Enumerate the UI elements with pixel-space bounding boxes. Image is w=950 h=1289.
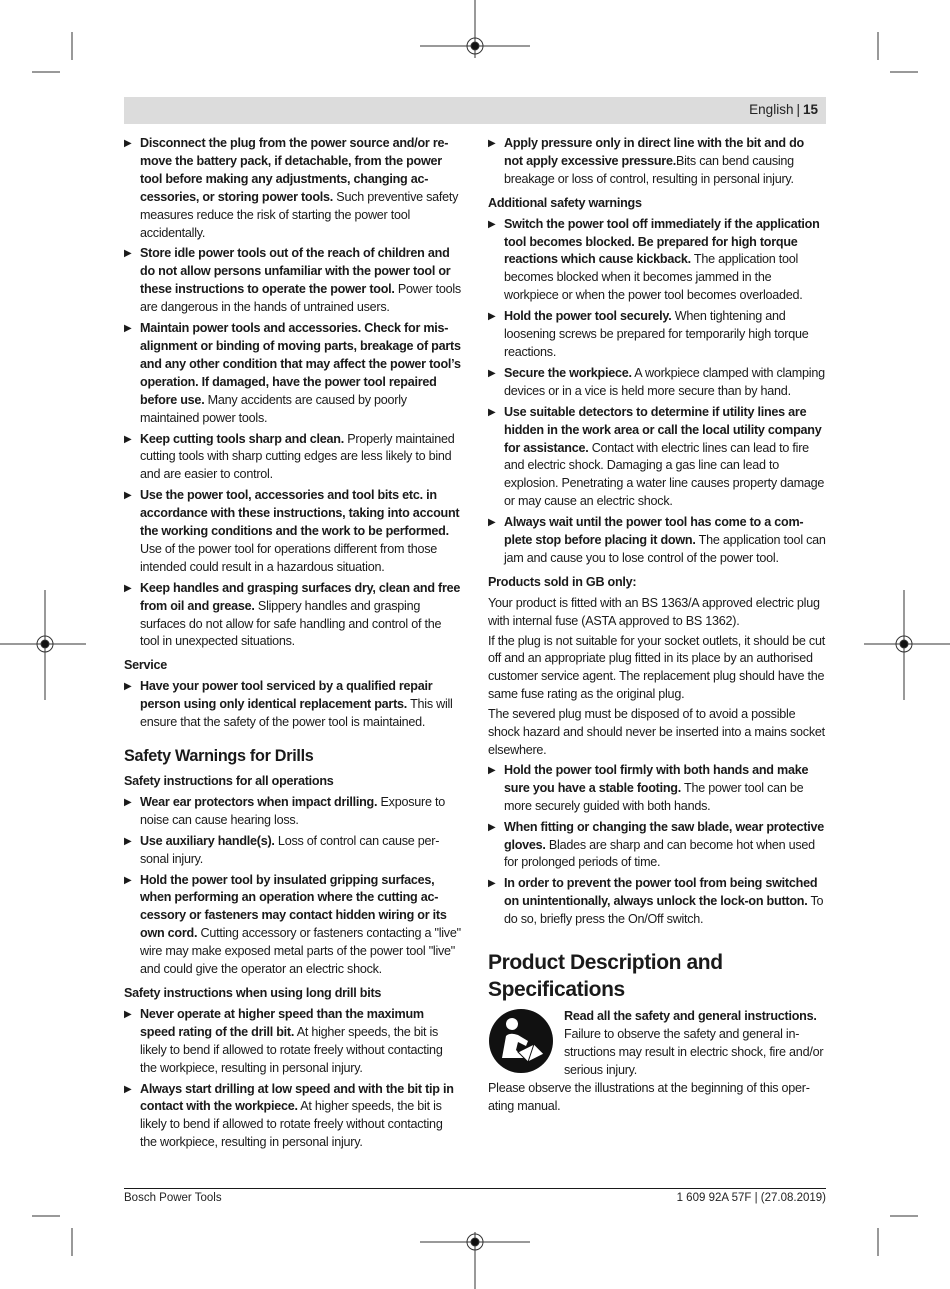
gb-bullets — [488, 762, 826, 929]
bullet-arrow-icon: ▶ — [124, 874, 132, 886]
bullet-arrow-icon: ▶ — [124, 248, 132, 260]
bullet-text: To do so, briefly press the On/Off switch. — [504, 894, 824, 927]
bullet-arrow-icon: ▶ — [488, 878, 496, 890]
bullet-text: When tightening and loosening screws be prepared for temporarily high torque reactions. — [504, 309, 809, 359]
bullet-text: Cutting accessory or fasteners contacting a "live" wire may make exposed metal parts of the power tool "live" and could give the operator an electric shock. — [140, 926, 461, 977]
bullet-bold-text: Wear ear protectors when impact drilling. — [140, 794, 378, 809]
bullet-arrow-icon: ▶ — [124, 796, 132, 808]
bullet-arrow-icon: ▶ — [124, 681, 132, 693]
gb-bullet — [488, 875, 826, 929]
bullet-bold-text: Hold the power tool securely. — [504, 309, 672, 324]
safety-bullet — [124, 135, 462, 242]
bullet-bold-text: Keep cutting tools sharp and clean. — [140, 431, 344, 446]
bullet-text: Contact with electric lines can lead to fire and electric shock. Damaging a gas line can lead to explosion. Penetrating a water line causes property damage or may cause an electric shock. — [504, 440, 825, 509]
bullet-text: The power tool can be more securely guided with both hands. — [504, 780, 804, 813]
bullet-arrow-icon: ▶ — [488, 517, 496, 529]
bullet-bold-text: Always wait until the power tool has come to a complete stop before placing it down. — [504, 515, 804, 548]
left-column — [124, 135, 462, 1155]
bullet-text: Power tools are dangerous in the hands of untrained users. — [140, 282, 461, 315]
bullet-bold-text: When fitting or changing the saw blade, wear protective gloves. — [504, 819, 825, 852]
bullet-bold-text: Hold the power tool by insulated gripping surfaces, when performing an operation where the cutting accessory or fasteners may contact hidden wiring or its own cord. — [140, 872, 447, 941]
bullet-arrow-icon: ▶ — [124, 138, 132, 149]
bullet-text: Exposure to noise can cause hearing loss. — [140, 794, 445, 827]
bullet-arrow-icon: ▶ — [124, 433, 132, 445]
long-bits-bullets — [124, 1006, 462, 1152]
bullet-text: Use of the power tool for operations different from those intended could result in a hazardous situation. — [140, 541, 438, 574]
safety-bullet — [124, 487, 462, 577]
bullet-text: The application tool can jam and cause you to lose control of the power tool. — [504, 533, 826, 565]
gb-heading: Products sold in GB only: — [488, 574, 637, 589]
bullet-arrow-icon: ▶ — [124, 1008, 132, 1020]
gb-bullet — [488, 819, 826, 873]
bullet-text: Slippery handles and grasping surfaces do not allow for safe handling and control of the tool in unexpected situations. — [140, 598, 442, 649]
long-bits-heading: Safety instructions when using long drill bits — [124, 985, 382, 1000]
bullet-bold-text: Use suitable detectors to determine if utility lines are hidden in the work area or call the local utility company for assistance. — [504, 404, 822, 455]
read-bold: Read all the safety and general instructions. — [564, 1009, 817, 1024]
drill-safety-bullet — [124, 872, 462, 979]
read-instructions-box — [488, 1008, 826, 1080]
footer-brand: Bosch Power Tools — [124, 1192, 222, 1204]
bullet-arrow-icon: ▶ — [124, 582, 132, 594]
additional-bullet — [488, 404, 826, 511]
bullet-bold-text: Maintain power tools and accessories. Check for misalignment or binding of moving parts, breakage of parts and any other condition that may affect the power tool’s operation. If damaged, have the power tool repaired before use. — [140, 321, 461, 407]
bullet-text: This will ensure that the safety of the power tool is maintained. — [140, 697, 453, 730]
gb-paragraph: Your product is fitted with an BS 1363/A approved electric plug with internal fuse (ASTA approved to BS 1362). — [488, 595, 820, 628]
bullet-arrow-icon: ▶ — [488, 367, 496, 379]
service-bullet — [124, 678, 462, 732]
bullet-text: Properly maintained cutting tools with sharp cutting edges are less likely to bind and are easier to control. — [140, 431, 455, 482]
bullet-bold-text: Store idle power tools out of the reach of children and do not allow persons unfamiliar with the power tool or these instructions to operate the power tool. — [140, 246, 451, 297]
bullet-bold-text: Secure the workpiece. — [504, 365, 632, 380]
bullet-arrow-icon: ▶ — [488, 821, 496, 833]
bullet-bold-text: Switch the power tool off immediately if the application tool becomes blocked. Be prepared for high torque reactions which cause kickback. — [504, 216, 820, 267]
bullet-bold-text: Have your power tool serviced by a qualified repair person using only identical replacement parts. — [140, 679, 433, 712]
bullet-arrow-icon: ▶ — [124, 835, 132, 847]
drill-safety-bullet — [124, 794, 462, 830]
additional-heading: Additional safety warnings — [488, 195, 642, 210]
footer-doc-number: 1 609 92A 57F | (27.08.2019) — [676, 1192, 826, 1204]
additional-bullet — [488, 308, 826, 362]
gb-paragraph: The severed plug must be disposed of to avoid a possible shock hazard and should never be inserted into a mains socket elsewhere. — [488, 707, 825, 757]
bullet-bold-text: Never operate at higher speed than the maximum speed rating of the drill bit. — [140, 1006, 424, 1039]
header-text: English | 15 — [749, 102, 818, 117]
drills-heading: Safety Warnings for Drills — [124, 747, 314, 765]
safety-bullet — [124, 245, 462, 317]
bullet-bold-text: Use the power tool, accessories and tool bits etc. in accordance with these instructions, taking into account the working conditions and the work to be performed. — [140, 488, 460, 539]
footer-divider — [124, 1188, 826, 1189]
bullet-bold-text: Disconnect the plug from the power source and/or remove the battery pack, if detachable, from the power tool before making any adjustments, changing accessories, or storing power tools. — [140, 136, 449, 204]
read-text: Failure to observe the safety and general instructions may result in electric shock, fire and/or serious injury. — [564, 1026, 824, 1077]
additional-bullet — [488, 216, 826, 306]
bullet-arrow-icon: ▶ — [488, 406, 496, 418]
bullet-text: Blades are sharp and can become hot when used for prolonged periods of time. — [504, 837, 815, 870]
gb-paragraphs — [488, 595, 826, 760]
bullet-text: At higher speeds, the bit is likely to bend if allowed to rotate freely without contacting the workpiece, resulting in personal injury. — [140, 1024, 443, 1075]
gb-bullet — [488, 762, 826, 816]
bullet-bold-text: In order to prevent the power tool from being switched on unintentionally, always unlock the lock-on button. — [504, 876, 818, 909]
safety-bullet — [124, 320, 462, 427]
gb-paragraph: If the plug is not suitable for your socket outlets, it should be cut off and an appropriate plug fitted in its place by an authorised customer service agent. The replacement plug should have the same fuse rating as the original plug. — [488, 633, 825, 702]
header-language: English — [749, 102, 794, 117]
read-manual-icon — [488, 1008, 554, 1074]
service-bullets — [124, 678, 462, 732]
bullet-text: The application tool becomes blocked when it becomes jammed in the workpiece or when the power tool becomes overloaded. — [504, 252, 803, 303]
all-operations-bullets — [124, 794, 462, 979]
bullet-text: Loss of control can cause personal injury. — [140, 833, 440, 866]
bullet-text: Many accidents are caused by poorly maintained power tools. — [140, 392, 407, 425]
bullet-arrow-icon: ▶ — [124, 490, 132, 502]
additional-bullets — [488, 216, 826, 568]
additional-bullet — [488, 514, 826, 568]
bullet-bold-text: Always start drilling at low speed and with the bit tip in contact with the workpiece. — [140, 1081, 454, 1114]
additional-bullet — [488, 365, 826, 401]
service-heading: Service — [124, 658, 168, 673]
long-bit-bullet — [124, 1081, 462, 1153]
bullet-text: At higher speeds, the bit is likely to bend if allowed to rotate freely without contacting the workpiece, resulting in personal injury. — [140, 1099, 443, 1150]
bullet-arrow-icon: ▶ — [124, 323, 132, 335]
long-bit-bullet — [124, 1006, 462, 1078]
right-top-bullet — [488, 135, 826, 189]
left-bullets-top — [124, 135, 462, 651]
closing-paragraph: Please observe the illustrations at the beginning of this operating manual. — [488, 1080, 810, 1113]
right-column — [488, 135, 826, 1118]
bullet-arrow-icon: ▶ — [488, 311, 496, 323]
bullet-arrow-icon: ▶ — [488, 764, 496, 776]
product-heading: Product Description and Specifications — [488, 951, 723, 1002]
bullet-arrow-icon: ▶ — [488, 138, 496, 149]
bullet-bold-text: Keep handles and grasping surfaces dry, clean and free from oil and grease. — [140, 580, 461, 613]
bullet-bold-text: Hold the power tool firmly with both hands and make sure you have a stable footing. — [504, 762, 809, 795]
safety-bullet — [124, 431, 462, 485]
all-operations-heading: Safety instructions for all operations — [124, 774, 334, 788]
drill-safety-bullet — [488, 135, 826, 189]
bullet-bold-text: Apply pressure only in direct line with the bit and do not apply excessive pressure. — [504, 136, 804, 168]
bullet-arrow-icon: ▶ — [488, 218, 496, 230]
bullet-text: A workpiece clamped with clamping devices or in a vice is held more secure than by hand. — [504, 365, 825, 398]
page-header — [124, 97, 826, 124]
drill-safety-bullet — [124, 833, 462, 869]
bullet-text: Bits can bend causing breakage or loss of control, resulting in personal injury. — [504, 153, 794, 186]
page-number: 15 — [802, 102, 818, 117]
bullet-text: Such preventive safety measures reduce the risk of starting the power tool accidentally. — [140, 189, 459, 240]
safety-bullet — [124, 580, 462, 652]
bullet-arrow-icon: ▶ — [124, 1083, 132, 1095]
bullet-bold-text: Use auxiliary handle(s). — [140, 833, 275, 848]
